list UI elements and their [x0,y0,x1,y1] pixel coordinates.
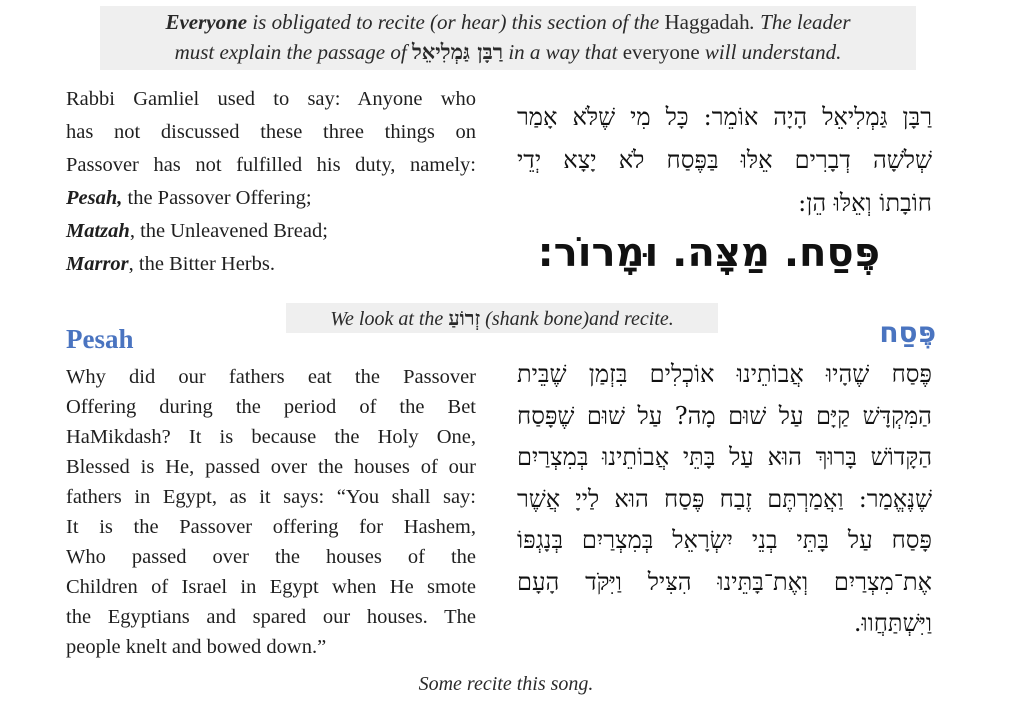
english-line: the Egyptians and spared our houses. The [66,606,476,628]
item-desc: , the Unleavened Bread; [129,220,328,242]
top-instruction-line-2 [100,37,916,67]
pesah-matzah-marror-hebrew: פֶּסַח. מַצָּה. וּמָרוֹר: [537,230,880,276]
haggadah-word: Haggadah [664,10,750,34]
hebrew-reference: רַבָּן גַּמְלִיאֵל [411,39,504,64]
english-line: Who passed over the houses of the [66,546,476,568]
english-line: people knelt and bowed down.” [66,636,327,658]
hebrew-line: רַבָּן גַּמְלִיאֵל הָיָה אוֹמֵר: כָּל מִי שֶׁלֹּא אָמַר [517,103,932,131]
mid-instruction-box [286,303,718,333]
hebrew-line: פָּסַח עַל בָּתֵּי בְנֵי יִשְׂרָאֵל בְּמִצְרַיִם בְּנָגְפּוֹ [517,526,932,554]
item-term: Marror [66,253,129,275]
item-desc: the Passover Offering; [122,187,312,209]
everyone-emphasis: Everyone [165,10,248,34]
item-pesah [66,182,476,215]
item-term: Matzah [66,220,130,242]
english-line: Why did our fathers eat the Passover [66,366,476,388]
instruction-text: is obligated to recite (or hear) this section of the [247,10,665,34]
top-instruction-box [100,6,916,70]
english-line: Children of Israel in Egypt when He smote [66,576,476,598]
zeroa-hebrew: זְרוֹעַ [448,306,481,330]
hebrew-line: הַקָּדוֹשׁ בָּרוּךְ הוּא עַל בָּתֵּי אֲבוֹתֵינוּ בְּמִצְרַיִם [517,443,932,471]
instruction-text: (shank bone)and recite. [480,308,674,330]
item-matzah [66,215,476,248]
hebrew-line: שְׁלֹשָׁה דְבָרִים אֵלּוּ בַּפֶּסַח לֹא יָצָא יְדֵי [517,146,932,174]
instruction-text: . The leader [749,10,851,34]
english-line: fathers in Egypt, as it says: “You shall say: [66,486,476,508]
instruction-text: will understand. [699,40,842,64]
instruction-text: in a way that [503,40,623,64]
pesah-hebrew-heading: פֶּסַח [879,316,936,349]
gamliel-hebrew-text [517,96,932,225]
english-line: Offering during the period of the Bet [66,396,476,418]
pesah-hebrew-text [517,354,932,645]
hebrew-line: אֶת־מִצְרַיִם וְאֶת־בָּתֵּינוּ הִצִּיל וַיִּקֹּד הָעָם [517,567,932,596]
english-line: HaMikdash? It is because the Holy One, [66,426,476,448]
english-line: Passover has not fulfilled his duty, namely: [66,154,476,176]
everyone-word: everyone [622,40,700,64]
item-desc: , the Bitter Herbs. [128,253,275,275]
english-line: has not discussed these three things on [66,121,476,143]
instruction-text: must explain the passage of [174,40,412,64]
hebrew-line: שֶׁנֶּאֱמַר: וַאֲמַרְתֶּם זֶבַח פֶּסַח הוּא לַייָ אֲשֶׁר [517,484,932,513]
gamliel-english-text [66,83,476,281]
item-marror [66,248,476,281]
bottom-instruction: Some recite this song. [418,673,594,695]
english-line: Blessed is He, passed over the houses of our [66,456,476,478]
hebrew-line: וַיִּשְׁתַּחֲווּ. [853,609,932,637]
top-instruction-line-1 [100,8,916,37]
hebrew-line: הַמִּקְדָּשׁ קַיָּם עַל שׁוּם מָה? עַל שׁוּם שֶׁפָּסַח [517,401,932,430]
english-line: It is the Passover offering for Hashem, [66,516,476,538]
english-line: Rabbi Gamliel used to say: Anyone who [66,88,476,110]
item-term: Pesah, [66,187,123,209]
hebrew-line: חוֹבָתוֹ וְאֵלּוּ הֵן: [798,189,932,217]
pesah-section-heading: Pesah [66,324,134,354]
instruction-text: We look at the [330,308,449,330]
pesah-english-text [66,362,476,662]
hebrew-line: פֶּסַח שֶׁהָיוּ אֲבוֹתֵינוּ אוֹכְלִים בִּזְמַן שֶׁבֵּית [517,360,932,388]
